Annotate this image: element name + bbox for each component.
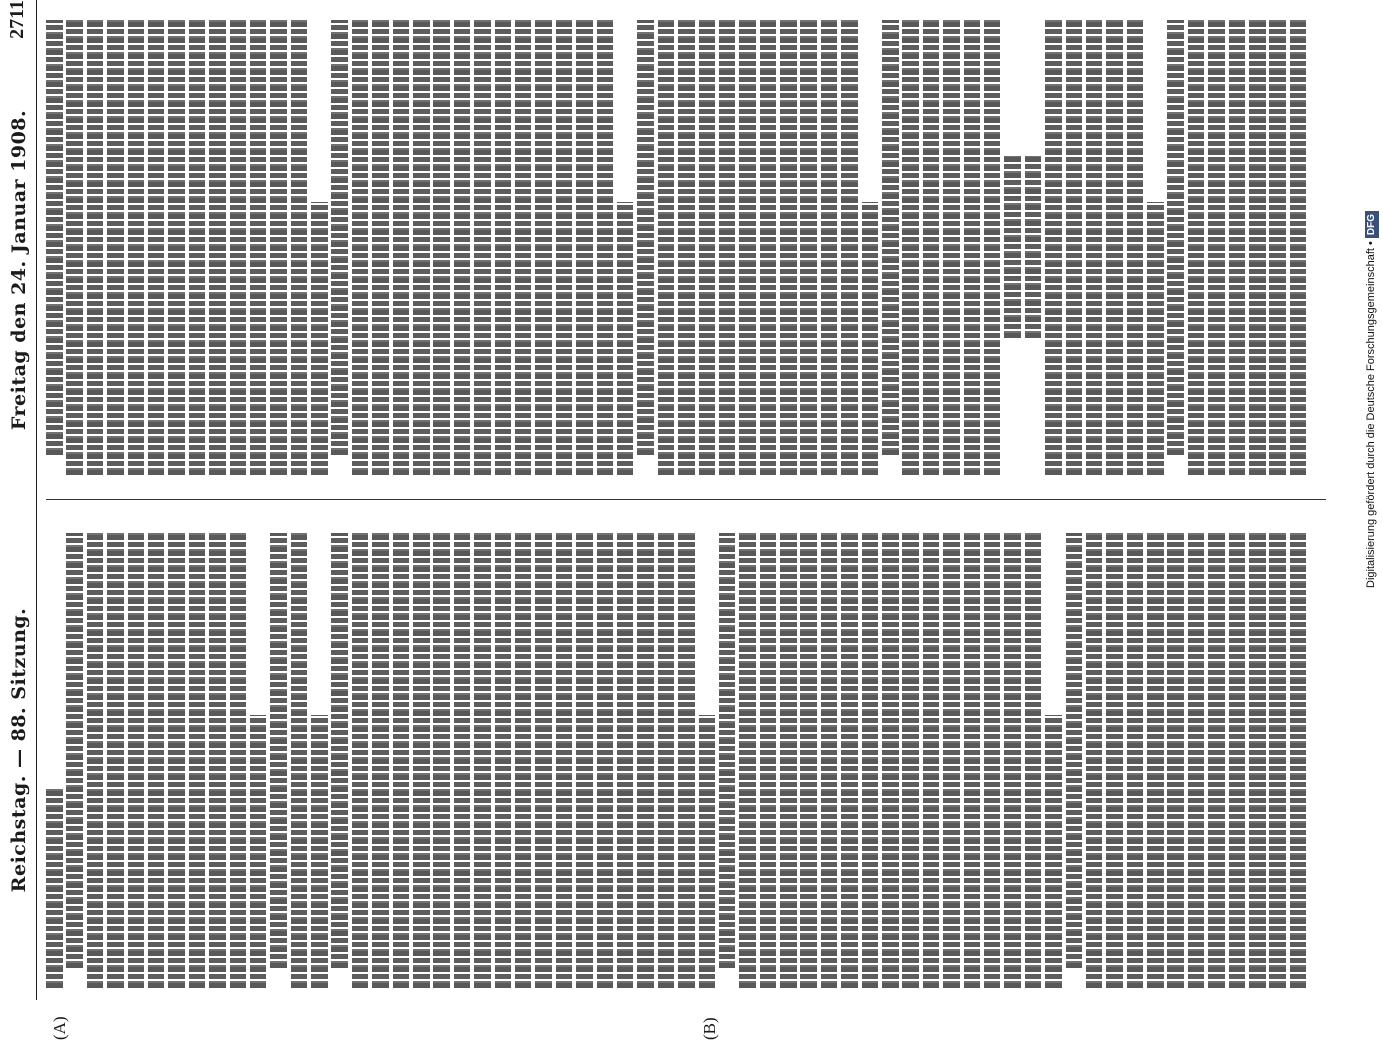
text-line-placeholder — [800, 533, 817, 988]
text-line-placeholder — [964, 533, 981, 988]
text-line-placeholder — [739, 20, 756, 475]
text-line-placeholder — [1106, 20, 1123, 475]
text-line-placeholder — [1208, 20, 1225, 475]
text-line-placeholder — [413, 20, 430, 475]
text-line-placeholder — [393, 533, 410, 988]
text-line-placeholder — [617, 533, 634, 988]
text-line-placeholder — [658, 533, 675, 988]
text-line-placeholder — [882, 20, 899, 455]
text-line-placeholder — [168, 20, 185, 475]
text-line-placeholder — [1229, 533, 1246, 988]
text-line-placeholder — [719, 20, 736, 475]
text-line-placeholder — [66, 533, 83, 968]
text-line-placeholder — [678, 20, 695, 475]
text-line-placeholder — [902, 533, 919, 988]
text-line-placeholder — [107, 20, 124, 475]
text-line-placeholder — [230, 20, 247, 475]
text-line-placeholder — [1290, 20, 1307, 475]
text-line-placeholder — [1147, 533, 1164, 988]
text-line-placeholder — [433, 20, 450, 475]
text-line-placeholder — [1025, 157, 1042, 339]
text-line-placeholder — [454, 533, 471, 988]
text-line-placeholder — [1269, 533, 1286, 988]
text-line-placeholder — [1188, 533, 1205, 988]
text-line-placeholder — [128, 20, 145, 475]
text-line-placeholder — [66, 20, 83, 475]
text-line-placeholder — [800, 20, 817, 475]
digitization-note-text: Digitalisierung gefördert durch die Deutsche Forschungsgemeinschaft • — [1365, 241, 1377, 588]
text-line-placeholder — [984, 533, 1001, 988]
text-line-placeholder — [1066, 533, 1083, 968]
text-line-placeholder — [964, 20, 981, 475]
text-line-placeholder — [87, 20, 104, 475]
text-line-placeholder — [882, 533, 899, 988]
margin-marker-a: (A) — [50, 1016, 69, 1040]
text-line-placeholder — [658, 20, 675, 475]
text-line-placeholder — [128, 533, 145, 988]
column-divider — [46, 499, 1326, 500]
running-head-left: Reichstag. — 88. Sitzung. — [8, 607, 30, 893]
text-line-placeholder — [87, 533, 104, 988]
text-line-placeholder — [270, 533, 287, 968]
text-line-placeholder — [923, 20, 940, 475]
text-line-placeholder — [372, 533, 389, 988]
text-line-placeholder — [250, 20, 267, 475]
text-line-placeholder — [1106, 533, 1123, 988]
column-left-illegible-text — [46, 533, 1326, 988]
text-line-placeholder — [699, 20, 716, 475]
text-line-placeholder — [535, 533, 552, 988]
text-line-placeholder — [1167, 20, 1184, 455]
text-line-placeholder — [352, 20, 369, 475]
text-line-placeholder — [780, 533, 797, 988]
text-line-placeholder — [1086, 20, 1103, 475]
text-line-placeholder — [454, 20, 471, 475]
page-number: 2711 — [6, 0, 28, 39]
text-line-placeholder — [1167, 533, 1184, 988]
text-line-placeholder — [433, 533, 450, 988]
text-line-placeholder — [352, 533, 369, 988]
text-line-placeholder — [1147, 202, 1164, 475]
text-line-placeholder — [862, 202, 879, 475]
text-line-placeholder — [821, 20, 838, 475]
text-line-placeholder — [250, 715, 267, 988]
text-line-placeholder — [943, 533, 960, 988]
text-line-placeholder — [739, 533, 756, 988]
text-line-placeholder — [984, 20, 1001, 475]
text-line-placeholder — [556, 533, 573, 988]
text-line-placeholder — [1086, 533, 1103, 988]
text-line-placeholder — [1127, 533, 1144, 988]
text-line-placeholder — [495, 533, 512, 988]
digitization-note — [1362, 8, 1380, 968]
text-line-placeholder — [637, 533, 654, 988]
text-line-placeholder — [270, 20, 287, 475]
text-line-placeholder — [637, 20, 654, 455]
text-line-placeholder — [821, 533, 838, 988]
text-line-placeholder — [189, 533, 206, 988]
text-line-placeholder — [148, 20, 165, 475]
text-line-placeholder — [1004, 533, 1021, 988]
text-line-placeholder — [1045, 20, 1062, 475]
text-line-placeholder — [1025, 533, 1042, 988]
text-line-placeholder — [515, 533, 532, 988]
text-line-placeholder — [1188, 20, 1205, 475]
text-line-placeholder — [597, 533, 614, 988]
text-line-placeholder — [311, 202, 328, 475]
text-line-placeholder — [1269, 20, 1286, 475]
text-line-placeholder — [46, 788, 63, 988]
text-line-placeholder — [597, 20, 614, 475]
text-line-placeholder — [189, 20, 206, 475]
text-line-placeholder — [393, 20, 410, 475]
margin-marker-b: (B) — [700, 1017, 719, 1040]
running-head — [0, 0, 37, 1000]
text-line-placeholder — [230, 533, 247, 988]
text-line-placeholder — [862, 533, 879, 988]
text-line-placeholder — [535, 20, 552, 475]
text-line-placeholder — [556, 20, 573, 475]
text-line-placeholder — [331, 20, 348, 455]
running-head-right: Freitag den 24. Januar 1908. — [8, 109, 30, 431]
text-line-placeholder — [576, 533, 593, 988]
text-line-placeholder — [1208, 533, 1225, 988]
text-line-placeholder — [209, 20, 226, 475]
text-line-placeholder — [923, 533, 940, 988]
text-line-placeholder — [495, 20, 512, 475]
text-line-placeholder — [1290, 533, 1307, 988]
text-line-placeholder — [1229, 20, 1246, 475]
text-line-placeholder — [148, 533, 165, 988]
text-line-placeholder — [209, 533, 226, 988]
text-line-placeholder — [291, 20, 308, 475]
text-line-placeholder — [168, 533, 185, 988]
text-line-placeholder — [841, 533, 858, 988]
dfg-logo: DFG — [1365, 211, 1379, 238]
text-line-placeholder — [1045, 715, 1062, 988]
column-right-illegible-text — [46, 20, 1326, 475]
text-line-placeholder — [780, 20, 797, 475]
text-line-placeholder — [46, 20, 63, 455]
text-line-placeholder — [1249, 20, 1266, 475]
text-line-placeholder — [311, 715, 328, 988]
text-line-placeholder — [413, 533, 430, 988]
text-line-placeholder — [943, 20, 960, 475]
text-line-placeholder — [576, 20, 593, 475]
text-line-placeholder — [902, 20, 919, 475]
text-line-placeholder — [1004, 157, 1021, 339]
text-line-placeholder — [107, 533, 124, 988]
text-line-placeholder — [719, 533, 736, 968]
text-line-placeholder — [474, 533, 491, 988]
text-line-placeholder — [372, 20, 389, 475]
text-line-placeholder — [699, 715, 716, 988]
text-line-placeholder — [1066, 20, 1083, 475]
text-line-placeholder — [1127, 20, 1144, 475]
text-line-placeholder — [760, 20, 777, 475]
text-line-placeholder — [291, 533, 308, 988]
text-line-placeholder — [841, 20, 858, 475]
text-line-placeholder — [760, 533, 777, 988]
text-line-placeholder — [617, 202, 634, 475]
text-line-placeholder — [678, 533, 695, 988]
text-line-placeholder — [515, 20, 532, 475]
text-line-placeholder — [1249, 533, 1266, 988]
text-line-placeholder — [331, 533, 348, 968]
text-line-placeholder — [474, 20, 491, 475]
